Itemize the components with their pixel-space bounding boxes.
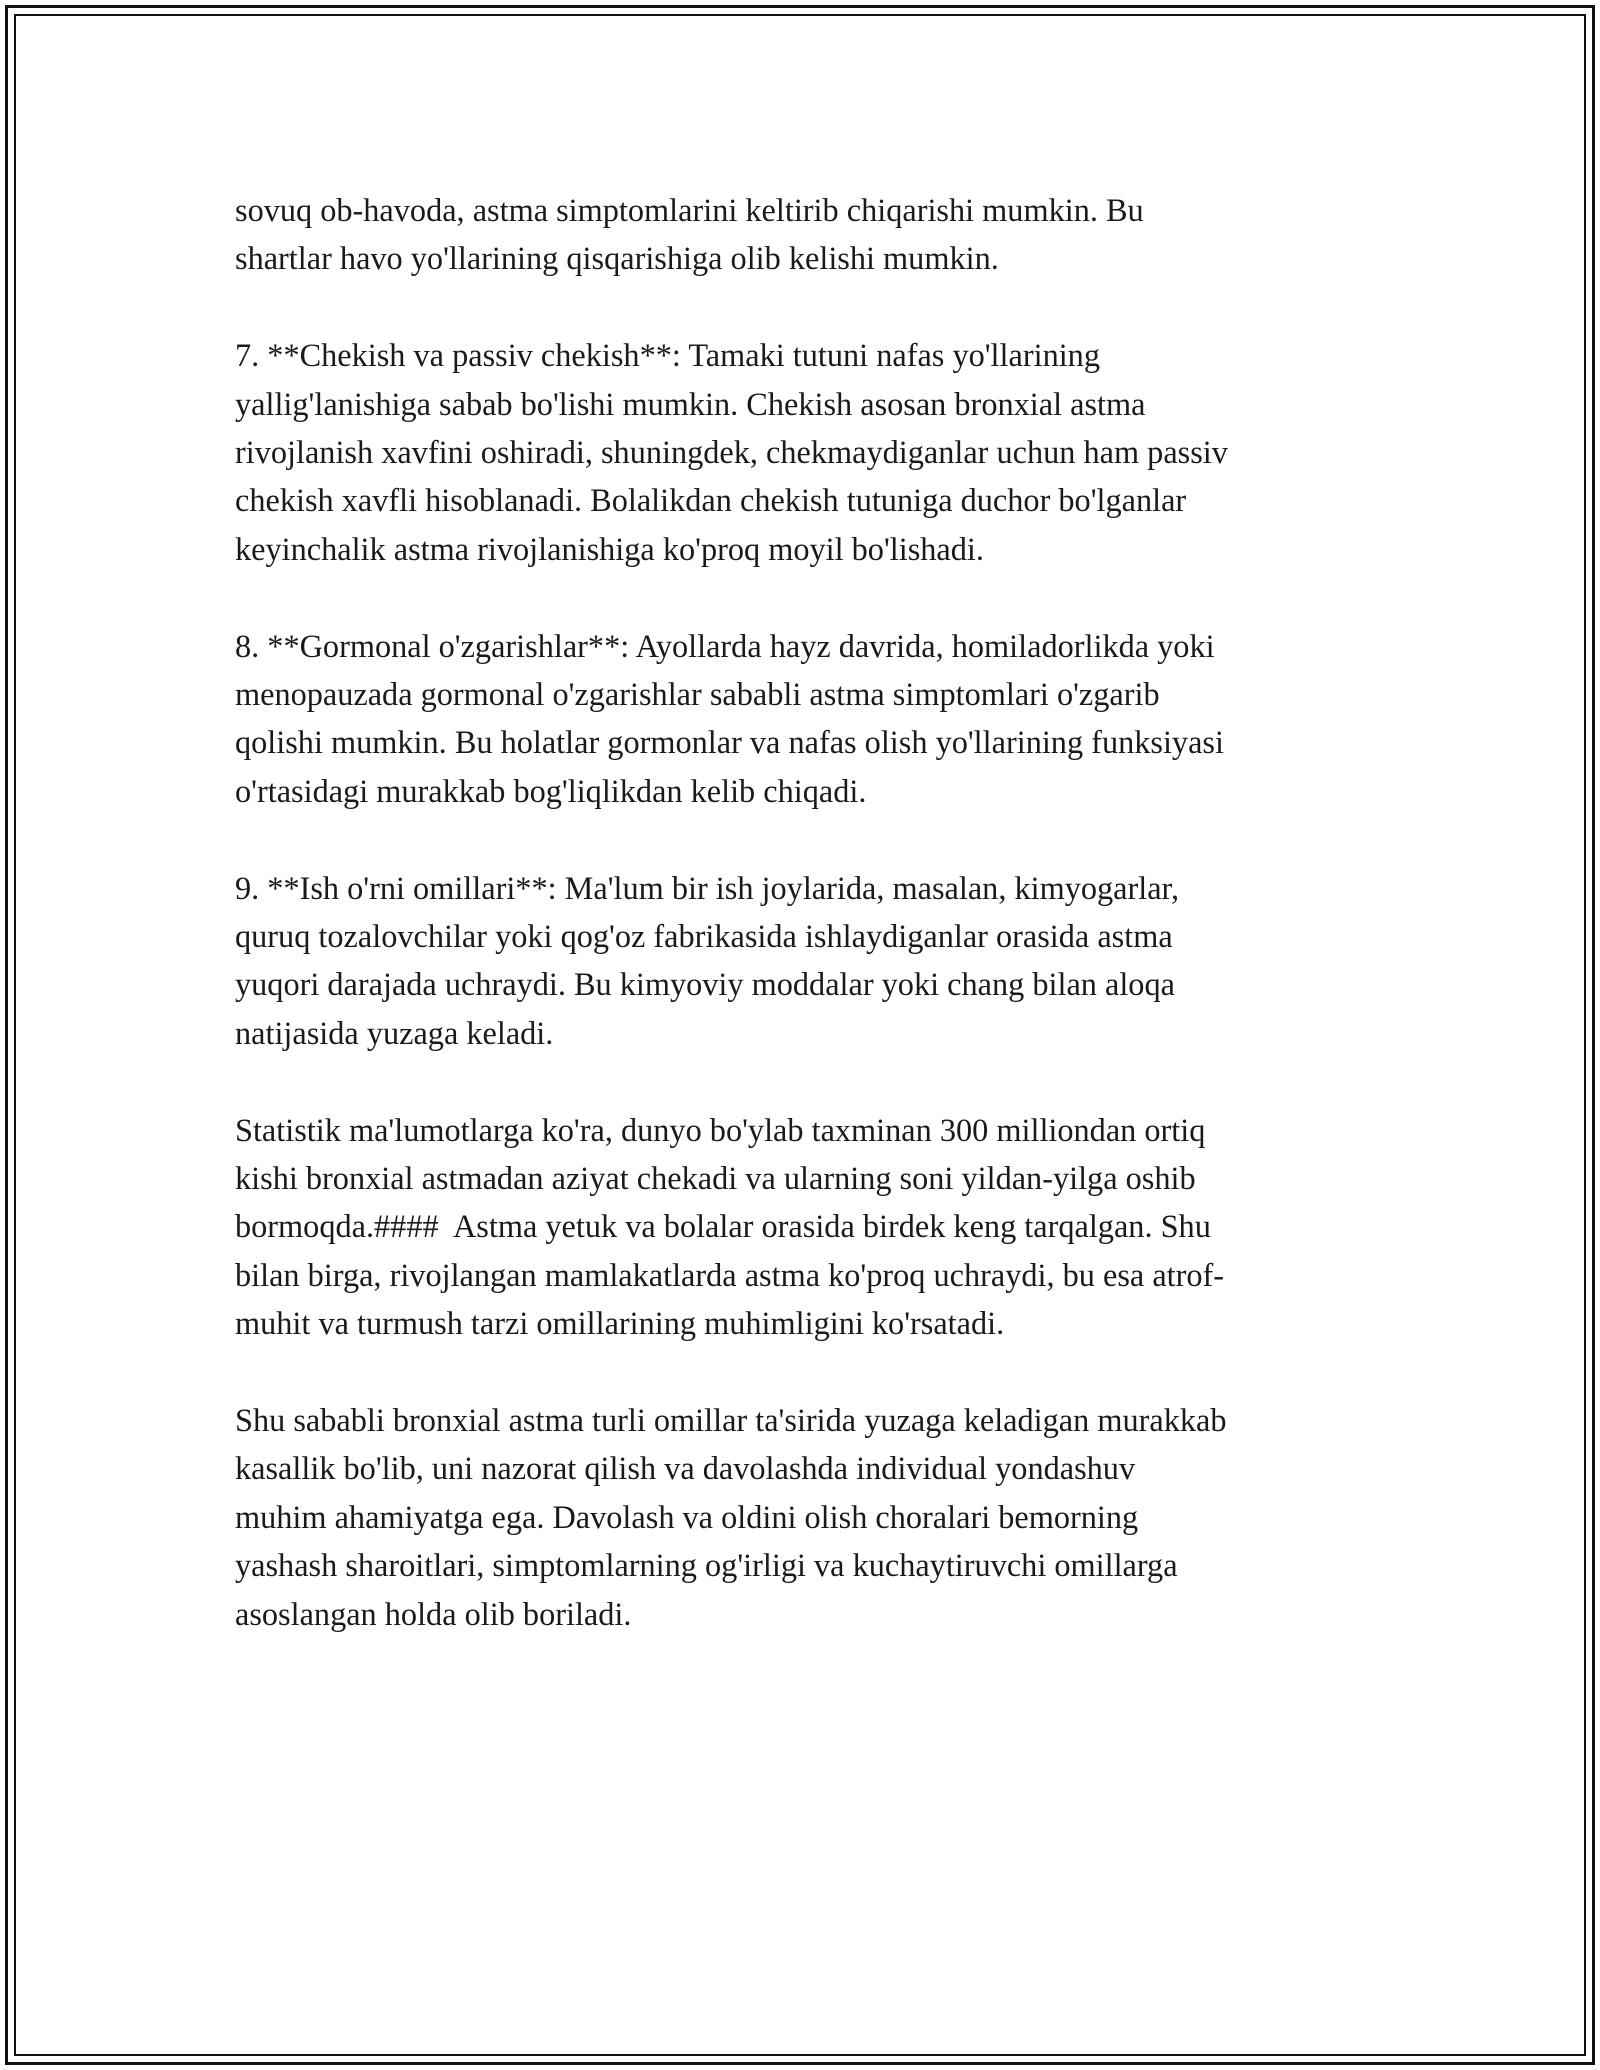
paragraph-conclusion: Shu sababli bronxial astma turli omillar ta'sirida yuzaga keladigan murakkab kasallik bo'lib, uni nazorat qilish va davolashda individual yondashuv muhim ahamiyatga ega. Davolash va oldini olish choralari bemorning yashash sharoitlari, simptomlarning og'irligi va kuchaytiruvchi omillarga asoslangan holda olib boriladi. (235, 1402, 1227, 1632)
document-body (235, 186, 1395, 1638)
paragraph-hormonal-changes: 8. **Gormonal o'zgarishlar**: Ayollarda hayz davrida, homiladorlikda yoki menopauzada gormonal o'zgarishlar sababli astma simptomlari o'zgarib qolishi mumkin. Bu holatlar gormonlar va nafas olish yo'llarining funksiyasi o'rtasidagi murakkab bog'liqlikdan kelib chiqadi. (235, 627, 1224, 809)
paragraph-smoking: 7. **Chekish va passiv chekish**: Tamaki tutuni nafas yo'llarining yallig'lanishiga sabab bo'lishi mumkin. Chekish asosan bronxial astma rivojlanish xavfini oshiradi, shuningdek, chekmaydiganlar uchun ham passiv chekish xavfli hisoblanadi. Bolalikdan chekish tutuniga duchor bo'lganlar keyinchalik astma rivojlanishiga ko'proq moyil bo'lishadi. (235, 337, 1228, 567)
paragraph-statistics: Statistik ma'lumotlarga ko'ra, dunyo bo'ylab taxminan 300 milliondan ortiq kishi bronxial astmadan aziyat chekadi va ularning soni yildan-yilga oshib bormoqda.#### Astma yetuk va bolalar orasida birdek keng tarqalgan. Shu bilan birga, rivojlangan mamlakatlarda astma ko'proq uchraydi, bu esa atrof- muhit va turmush tarzi omillarining muhimligini ko'rsatadi. (235, 1111, 1225, 1342)
paragraph-workplace-factors: 9. **Ish o'rni omillari**: Ma'lum bir ish joylarida, masalan, kimyogarlar, quruq tozalovchilar yoki qog'oz fabrikasida ishlaydiganlar orasida astma yuqori darajada uchraydi. Bu kimyoviy moddalar yoki chang bilan aloqa natijasida yuzaga keladi. (235, 869, 1180, 1051)
paragraph-weather-trigger: sovuq ob-havoda, astma simptomlarini keltirib chiqarishi mumkin. Bu shartlar havo yo'llarining qisqarishiga olib kelishi mumkin. (235, 192, 1144, 277)
